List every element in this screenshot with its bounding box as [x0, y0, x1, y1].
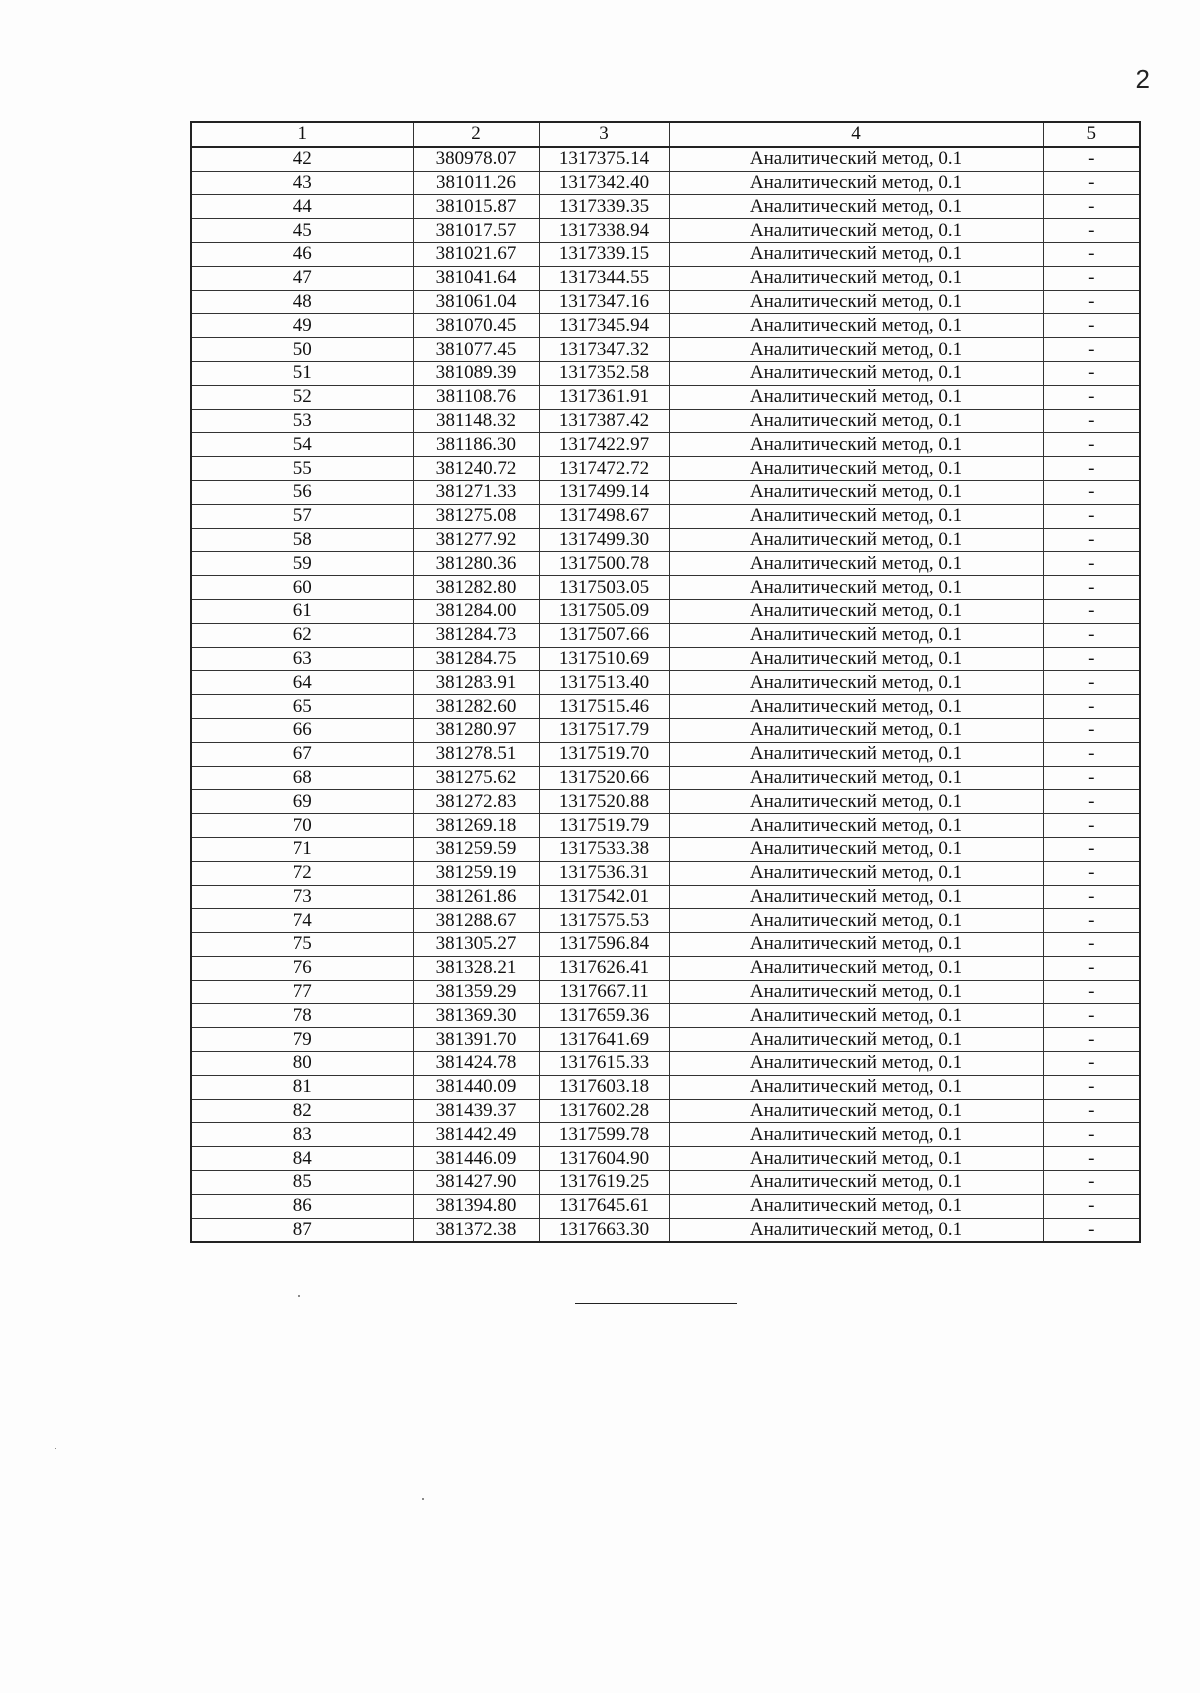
- x-coordinate-cell: 381070.45: [413, 314, 539, 338]
- point-number-cell: 61: [191, 599, 413, 623]
- point-number-cell: 46: [191, 242, 413, 266]
- point-number-cell: 76: [191, 956, 413, 980]
- point-number-cell: 70: [191, 814, 413, 838]
- point-number-cell: 83: [191, 1123, 413, 1147]
- note-cell: -: [1043, 1028, 1140, 1052]
- method-cell: Аналитический метод, 0.1: [669, 504, 1043, 528]
- table-row: [191, 814, 1140, 838]
- x-coordinate-cell: 381261.86: [413, 885, 539, 909]
- method-cell: Аналитический метод, 0.1: [669, 837, 1043, 861]
- x-coordinate-cell: 381427.90: [413, 1171, 539, 1195]
- y-coordinate-cell: 1317659.36: [539, 1004, 669, 1028]
- page-number: 2: [1135, 64, 1150, 94]
- method-cell: Аналитический метод, 0.1: [669, 409, 1043, 433]
- table-row: [191, 552, 1140, 576]
- method-cell: Аналитический метод, 0.1: [669, 576, 1043, 600]
- note-cell: -: [1043, 909, 1140, 933]
- point-number-cell: 74: [191, 909, 413, 933]
- point-number-cell: 52: [191, 385, 413, 409]
- table-row: [191, 147, 1140, 171]
- table-row: [191, 885, 1140, 909]
- note-cell: -: [1043, 980, 1140, 1004]
- x-coordinate-cell: 381424.78: [413, 1052, 539, 1076]
- table-row: [191, 1147, 1140, 1171]
- y-coordinate-cell: 1317599.78: [539, 1123, 669, 1147]
- note-cell: -: [1043, 219, 1140, 243]
- table-row: [191, 480, 1140, 504]
- point-number-cell: 82: [191, 1099, 413, 1123]
- method-cell: Аналитический метод, 0.1: [669, 814, 1043, 838]
- table-row: [191, 385, 1140, 409]
- x-coordinate-cell: 381282.80: [413, 576, 539, 600]
- method-cell: Аналитический метод, 0.1: [669, 385, 1043, 409]
- note-cell: -: [1043, 1194, 1140, 1218]
- table-row: [191, 1218, 1140, 1242]
- method-cell: Аналитический метод, 0.1: [669, 1004, 1043, 1028]
- method-cell: Аналитический метод, 0.1: [669, 266, 1043, 290]
- note-cell: -: [1043, 671, 1140, 695]
- table-row: [191, 1052, 1140, 1076]
- point-number-cell: 81: [191, 1075, 413, 1099]
- header-col-4: 4: [669, 122, 1043, 147]
- y-coordinate-cell: 1317645.61: [539, 1194, 669, 1218]
- x-coordinate-cell: 381439.37: [413, 1099, 539, 1123]
- note-cell: -: [1043, 647, 1140, 671]
- method-cell: Аналитический метод, 0.1: [669, 1171, 1043, 1195]
- point-number-cell: 87: [191, 1218, 413, 1242]
- table-row: [191, 909, 1140, 933]
- y-coordinate-cell: 1317342.40: [539, 171, 669, 195]
- table-row: [191, 718, 1140, 742]
- y-coordinate-cell: 1317338.94: [539, 219, 669, 243]
- point-number-cell: 55: [191, 457, 413, 481]
- table-row: [191, 837, 1140, 861]
- note-cell: -: [1043, 1171, 1140, 1195]
- y-coordinate-cell: 1317575.53: [539, 909, 669, 933]
- point-number-cell: 42: [191, 147, 413, 171]
- method-cell: Аналитический метод, 0.1: [669, 1028, 1043, 1052]
- end-of-document-line: [575, 1303, 737, 1304]
- y-coordinate-cell: 1317519.70: [539, 742, 669, 766]
- point-number-cell: 69: [191, 790, 413, 814]
- point-number-cell: 47: [191, 266, 413, 290]
- x-coordinate-cell: 381089.39: [413, 361, 539, 385]
- method-cell: Аналитический метод, 0.1: [669, 933, 1043, 957]
- x-coordinate-cell: 381288.67: [413, 909, 539, 933]
- point-number-cell: 59: [191, 552, 413, 576]
- x-coordinate-cell: 381259.19: [413, 861, 539, 885]
- x-coordinate-cell: 381277.92: [413, 528, 539, 552]
- table-row: [191, 790, 1140, 814]
- method-cell: Аналитический метод, 0.1: [669, 695, 1043, 719]
- x-coordinate-cell: 381446.09: [413, 1147, 539, 1171]
- note-cell: -: [1043, 1147, 1140, 1171]
- method-cell: Аналитический метод, 0.1: [669, 599, 1043, 623]
- table-row: [191, 290, 1140, 314]
- method-cell: Аналитический метод, 0.1: [669, 1194, 1043, 1218]
- method-cell: Аналитический метод, 0.1: [669, 956, 1043, 980]
- note-cell: -: [1043, 147, 1140, 171]
- table-row: [191, 266, 1140, 290]
- y-coordinate-cell: 1317602.28: [539, 1099, 669, 1123]
- x-coordinate-cell: 381021.67: [413, 242, 539, 266]
- y-coordinate-cell: 1317499.30: [539, 528, 669, 552]
- note-cell: -: [1043, 1004, 1140, 1028]
- table-row: [191, 933, 1140, 957]
- method-cell: Аналитический метод, 0.1: [669, 885, 1043, 909]
- point-number-cell: 60: [191, 576, 413, 600]
- y-coordinate-cell: 1317347.16: [539, 290, 669, 314]
- point-number-cell: 79: [191, 1028, 413, 1052]
- x-coordinate-cell: 380978.07: [413, 147, 539, 171]
- y-coordinate-cell: 1317542.01: [539, 885, 669, 909]
- y-coordinate-cell: 1317344.55: [539, 266, 669, 290]
- note-cell: -: [1043, 576, 1140, 600]
- note-cell: -: [1043, 742, 1140, 766]
- y-coordinate-cell: 1317498.67: [539, 504, 669, 528]
- note-cell: -: [1043, 790, 1140, 814]
- method-cell: Аналитический метод, 0.1: [669, 361, 1043, 385]
- y-coordinate-cell: 1317505.09: [539, 599, 669, 623]
- method-cell: Аналитический метод, 0.1: [669, 195, 1043, 219]
- x-coordinate-cell: 381275.08: [413, 504, 539, 528]
- method-cell: Аналитический метод, 0.1: [669, 457, 1043, 481]
- y-coordinate-cell: 1317422.97: [539, 433, 669, 457]
- note-cell: -: [1043, 385, 1140, 409]
- table-row: [191, 528, 1140, 552]
- y-coordinate-cell: 1317667.11: [539, 980, 669, 1004]
- table-row: [191, 576, 1140, 600]
- table-row: [191, 1123, 1140, 1147]
- method-cell: Аналитический метод, 0.1: [669, 980, 1043, 1004]
- method-cell: Аналитический метод, 0.1: [669, 314, 1043, 338]
- point-number-cell: 48: [191, 290, 413, 314]
- header-col-5: 5: [1043, 122, 1140, 147]
- scan-speck: [298, 1295, 300, 1297]
- method-cell: Аналитический метод, 0.1: [669, 718, 1043, 742]
- method-cell: Аналитический метод, 0.1: [669, 647, 1043, 671]
- x-coordinate-cell: 381305.27: [413, 933, 539, 957]
- y-coordinate-cell: 1317533.38: [539, 837, 669, 861]
- x-coordinate-cell: 381108.76: [413, 385, 539, 409]
- point-number-cell: 43: [191, 171, 413, 195]
- table-row: [191, 647, 1140, 671]
- point-number-cell: 54: [191, 433, 413, 457]
- x-coordinate-cell: 381391.70: [413, 1028, 539, 1052]
- x-coordinate-cell: 381061.04: [413, 290, 539, 314]
- method-cell: Аналитический метод, 0.1: [669, 623, 1043, 647]
- x-coordinate-cell: 381282.60: [413, 695, 539, 719]
- note-cell: -: [1043, 242, 1140, 266]
- y-coordinate-cell: 1317603.18: [539, 1075, 669, 1099]
- table-row: [191, 1075, 1140, 1099]
- note-cell: -: [1043, 266, 1140, 290]
- x-coordinate-cell: 381077.45: [413, 338, 539, 362]
- y-coordinate-cell: 1317472.72: [539, 457, 669, 481]
- table-row: [191, 409, 1140, 433]
- y-coordinate-cell: 1317503.05: [539, 576, 669, 600]
- note-cell: -: [1043, 766, 1140, 790]
- point-number-cell: 62: [191, 623, 413, 647]
- table-row: [191, 171, 1140, 195]
- table-row: [191, 861, 1140, 885]
- point-number-cell: 86: [191, 1194, 413, 1218]
- point-number-cell: 84: [191, 1147, 413, 1171]
- point-number-cell: 85: [191, 1171, 413, 1195]
- method-cell: Аналитический метод, 0.1: [669, 671, 1043, 695]
- note-cell: -: [1043, 1123, 1140, 1147]
- method-cell: Аналитический метод, 0.1: [669, 909, 1043, 933]
- y-coordinate-cell: 1317596.84: [539, 933, 669, 957]
- point-number-cell: 80: [191, 1052, 413, 1076]
- table-body: [191, 147, 1140, 1243]
- table-row: [191, 195, 1140, 219]
- method-cell: Аналитический метод, 0.1: [669, 147, 1043, 171]
- y-coordinate-cell: 1317515.46: [539, 695, 669, 719]
- y-coordinate-cell: 1317641.69: [539, 1028, 669, 1052]
- note-cell: -: [1043, 885, 1140, 909]
- method-cell: Аналитический метод, 0.1: [669, 1075, 1043, 1099]
- table-row: [191, 504, 1140, 528]
- point-number-cell: 75: [191, 933, 413, 957]
- method-cell: Аналитический метод, 0.1: [669, 1099, 1043, 1123]
- method-cell: Аналитический метод, 0.1: [669, 1147, 1043, 1171]
- y-coordinate-cell: 1317615.33: [539, 1052, 669, 1076]
- x-coordinate-cell: 381017.57: [413, 219, 539, 243]
- x-coordinate-cell: 381259.59: [413, 837, 539, 861]
- x-coordinate-cell: 381369.30: [413, 1004, 539, 1028]
- method-cell: Аналитический метод, 0.1: [669, 1052, 1043, 1076]
- table-row: [191, 671, 1140, 695]
- y-coordinate-cell: 1317513.40: [539, 671, 669, 695]
- table-row: [191, 1028, 1140, 1052]
- note-cell: -: [1043, 480, 1140, 504]
- method-cell: Аналитический метод, 0.1: [669, 790, 1043, 814]
- note-cell: -: [1043, 457, 1140, 481]
- y-coordinate-cell: 1317619.25: [539, 1171, 669, 1195]
- table-row: [191, 242, 1140, 266]
- y-coordinate-cell: 1317339.15: [539, 242, 669, 266]
- note-cell: -: [1043, 1099, 1140, 1123]
- note-cell: -: [1043, 433, 1140, 457]
- x-coordinate-cell: 381442.49: [413, 1123, 539, 1147]
- table-row: [191, 457, 1140, 481]
- table-row: [191, 1194, 1140, 1218]
- method-cell: Аналитический метод, 0.1: [669, 742, 1043, 766]
- x-coordinate-cell: 381148.32: [413, 409, 539, 433]
- y-coordinate-cell: 1317375.14: [539, 147, 669, 171]
- method-cell: Аналитический метод, 0.1: [669, 433, 1043, 457]
- method-cell: Аналитический метод, 0.1: [669, 171, 1043, 195]
- table-row: [191, 338, 1140, 362]
- x-coordinate-cell: 381269.18: [413, 814, 539, 838]
- point-number-cell: 56: [191, 480, 413, 504]
- y-coordinate-cell: 1317387.42: [539, 409, 669, 433]
- point-number-cell: 58: [191, 528, 413, 552]
- x-coordinate-cell: 381011.26: [413, 171, 539, 195]
- note-cell: -: [1043, 528, 1140, 552]
- note-cell: -: [1043, 1075, 1140, 1099]
- x-coordinate-cell: 381015.87: [413, 195, 539, 219]
- y-coordinate-cell: 1317499.14: [539, 480, 669, 504]
- y-coordinate-cell: 1317352.58: [539, 361, 669, 385]
- table-row: [191, 956, 1140, 980]
- header-col-1: 1: [191, 122, 413, 147]
- y-coordinate-cell: 1317517.79: [539, 718, 669, 742]
- method-cell: Аналитический метод, 0.1: [669, 1218, 1043, 1242]
- note-cell: -: [1043, 290, 1140, 314]
- method-cell: Аналитический метод, 0.1: [669, 219, 1043, 243]
- table-row: [191, 1004, 1140, 1028]
- y-coordinate-cell: 1317536.31: [539, 861, 669, 885]
- header-col-2: 2: [413, 122, 539, 147]
- note-cell: -: [1043, 552, 1140, 576]
- x-coordinate-cell: 381240.72: [413, 457, 539, 481]
- table-row: [191, 314, 1140, 338]
- note-cell: -: [1043, 695, 1140, 719]
- point-number-cell: 65: [191, 695, 413, 719]
- note-cell: -: [1043, 1218, 1140, 1242]
- table-row: [191, 1099, 1140, 1123]
- header-col-3: 3: [539, 122, 669, 147]
- table-row: [191, 361, 1140, 385]
- coordinates-table: [190, 121, 1141, 1243]
- note-cell: -: [1043, 195, 1140, 219]
- note-cell: -: [1043, 933, 1140, 957]
- x-coordinate-cell: 381280.97: [413, 718, 539, 742]
- x-coordinate-cell: 381275.62: [413, 766, 539, 790]
- note-cell: -: [1043, 504, 1140, 528]
- method-cell: Аналитический метод, 0.1: [669, 766, 1043, 790]
- y-coordinate-cell: 1317345.94: [539, 314, 669, 338]
- table-row: [191, 599, 1140, 623]
- x-coordinate-cell: 381284.75: [413, 647, 539, 671]
- point-number-cell: 49: [191, 314, 413, 338]
- method-cell: Аналитический метод, 0.1: [669, 480, 1043, 504]
- point-number-cell: 68: [191, 766, 413, 790]
- point-number-cell: 57: [191, 504, 413, 528]
- point-number-cell: 66: [191, 718, 413, 742]
- y-coordinate-cell: 1317626.41: [539, 956, 669, 980]
- x-coordinate-cell: 381041.64: [413, 266, 539, 290]
- note-cell: -: [1043, 718, 1140, 742]
- note-cell: -: [1043, 956, 1140, 980]
- point-number-cell: 71: [191, 837, 413, 861]
- method-cell: Аналитический метод, 0.1: [669, 338, 1043, 362]
- y-coordinate-cell: 1317520.88: [539, 790, 669, 814]
- note-cell: -: [1043, 837, 1140, 861]
- table-row: [191, 766, 1140, 790]
- y-coordinate-cell: 1317339.35: [539, 195, 669, 219]
- note-cell: -: [1043, 338, 1140, 362]
- point-number-cell: 45: [191, 219, 413, 243]
- table-header: [191, 122, 1140, 147]
- note-cell: -: [1043, 599, 1140, 623]
- method-cell: Аналитический метод, 0.1: [669, 528, 1043, 552]
- x-coordinate-cell: 381284.00: [413, 599, 539, 623]
- x-coordinate-cell: 381271.33: [413, 480, 539, 504]
- table-row: [191, 1171, 1140, 1195]
- point-number-cell: 53: [191, 409, 413, 433]
- note-cell: -: [1043, 409, 1140, 433]
- header-row: [191, 122, 1140, 147]
- method-cell: Аналитический метод, 0.1: [669, 1123, 1043, 1147]
- x-coordinate-cell: 381280.36: [413, 552, 539, 576]
- table-row: [191, 219, 1140, 243]
- table-row: [191, 623, 1140, 647]
- point-number-cell: 72: [191, 861, 413, 885]
- point-number-cell: 78: [191, 1004, 413, 1028]
- note-cell: -: [1043, 171, 1140, 195]
- scan-speck: [55, 1448, 56, 1449]
- y-coordinate-cell: 1317604.90: [539, 1147, 669, 1171]
- x-coordinate-cell: 381328.21: [413, 956, 539, 980]
- y-coordinate-cell: 1317507.66: [539, 623, 669, 647]
- y-coordinate-cell: 1317519.79: [539, 814, 669, 838]
- x-coordinate-cell: 381278.51: [413, 742, 539, 766]
- note-cell: -: [1043, 623, 1140, 647]
- method-cell: Аналитический метод, 0.1: [669, 290, 1043, 314]
- point-number-cell: 44: [191, 195, 413, 219]
- table-row: [191, 433, 1140, 457]
- table-row: [191, 742, 1140, 766]
- table-row: [191, 695, 1140, 719]
- method-cell: Аналитический метод, 0.1: [669, 861, 1043, 885]
- y-coordinate-cell: 1317347.32: [539, 338, 669, 362]
- point-number-cell: 64: [191, 671, 413, 695]
- note-cell: -: [1043, 314, 1140, 338]
- x-coordinate-cell: 381284.73: [413, 623, 539, 647]
- x-coordinate-cell: 381283.91: [413, 671, 539, 695]
- point-number-cell: 51: [191, 361, 413, 385]
- note-cell: -: [1043, 814, 1140, 838]
- table-row: [191, 980, 1140, 1004]
- note-cell: -: [1043, 361, 1140, 385]
- point-number-cell: 67: [191, 742, 413, 766]
- point-number-cell: 73: [191, 885, 413, 909]
- point-number-cell: 77: [191, 980, 413, 1004]
- method-cell: Аналитический метод, 0.1: [669, 242, 1043, 266]
- point-number-cell: 63: [191, 647, 413, 671]
- y-coordinate-cell: 1317663.30: [539, 1218, 669, 1242]
- y-coordinate-cell: 1317510.69: [539, 647, 669, 671]
- scan-speck: [422, 1498, 424, 1500]
- x-coordinate-cell: 381440.09: [413, 1075, 539, 1099]
- x-coordinate-cell: 381372.38: [413, 1218, 539, 1242]
- y-coordinate-cell: 1317361.91: [539, 385, 669, 409]
- x-coordinate-cell: 381186.30: [413, 433, 539, 457]
- method-cell: Аналитический метод, 0.1: [669, 552, 1043, 576]
- x-coordinate-cell: 381359.29: [413, 980, 539, 1004]
- y-coordinate-cell: 1317520.66: [539, 766, 669, 790]
- y-coordinate-cell: 1317500.78: [539, 552, 669, 576]
- x-coordinate-cell: 381272.83: [413, 790, 539, 814]
- point-number-cell: 50: [191, 338, 413, 362]
- x-coordinate-cell: 381394.80: [413, 1194, 539, 1218]
- note-cell: -: [1043, 1052, 1140, 1076]
- note-cell: -: [1043, 861, 1140, 885]
